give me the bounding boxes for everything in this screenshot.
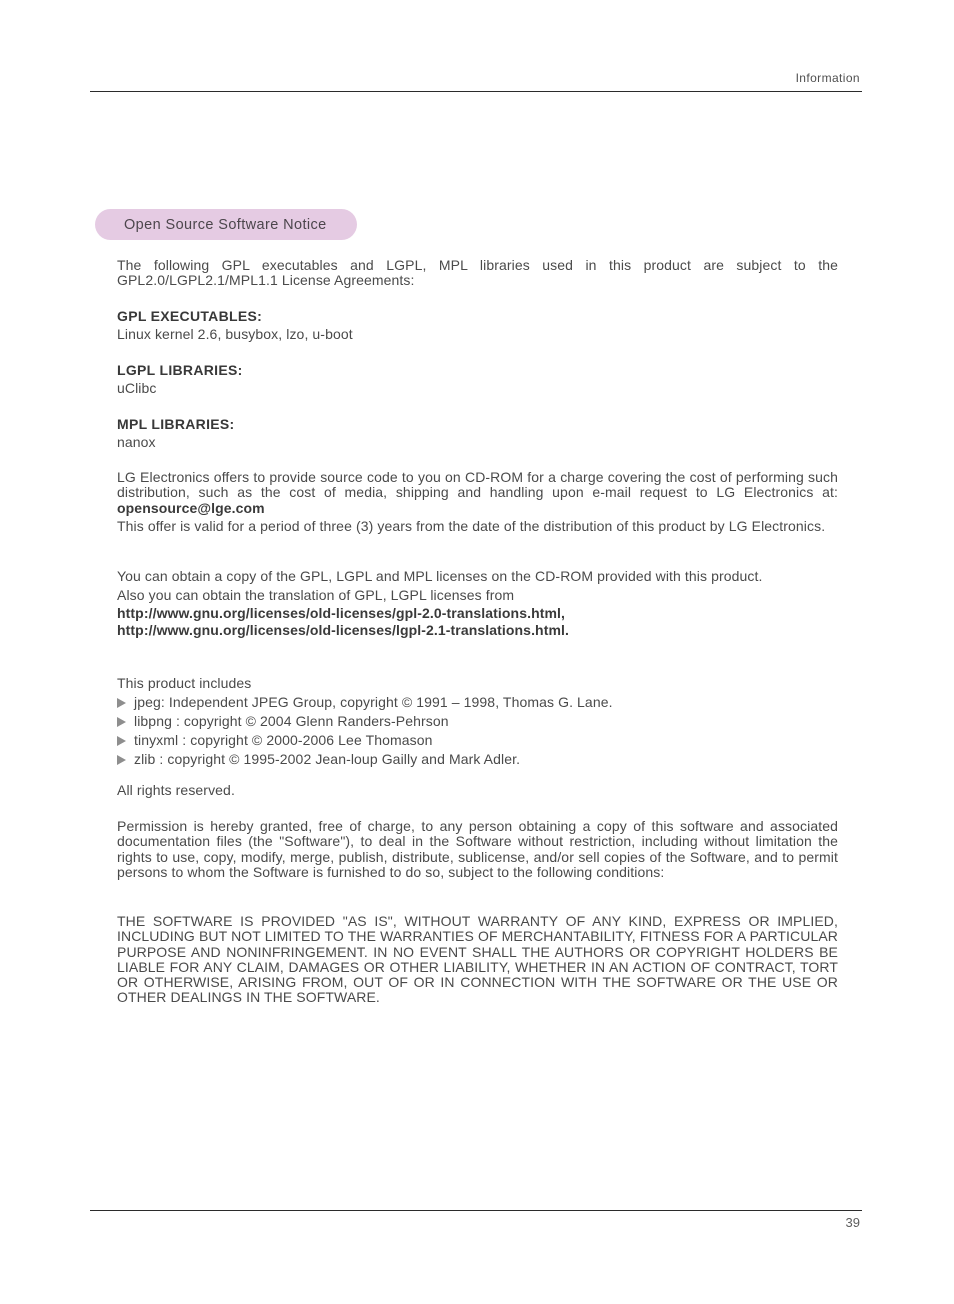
license-copy-paragraph: You can obtain a copy of the GPL, LGPL and MPL licenses on the CD-ROM provided with this product. [117,568,763,584]
rights-line: All rights reserved. [117,782,235,798]
header-rule [90,91,862,92]
permission-paragraph: Permission is hereby granted, free of charge, to any person obtaining a copy of this software and associated documentation files (the "Software"), to deal in the Software without restriction, including without limitation the rights to use, copy, modify, merge, publish, distribute, sublicense, and/or sell copies of the Software, and to permit persons to whom the Software is furnished to do so, subject to the following conditions: [117,818,838,880]
section-lgpl-libraries [117,361,838,397]
section-title-badge [95,209,357,240]
warranty-paragraph: THE SOFTWARE IS PROVIDED "AS IS", WITHOUT WARRANTY OF ANY KIND, EXPRESS OR IMPLIED, INCLUDING BUT NOT LIMITED TO THE WARRANTIES OF MERCHANTABILITY, FITNESS FOR A PARTICULAR PURPOSE AND NONINFRINGEMENT. IN NO EVENT SHALL THE AUTHORS OR COPYRIGHT HOLDERS BE LIABLE FOR ANY CLAIM, DAMAGES OR OTHER LIABILITY, WHETHER IN AN ACTION OF CONTRACT, TORT OR OTHERWISE, ARISING FROM, OUT OF OR IN CONNECTION WITH THE SOFTWARE OR THE USE OR OTHER DEALINGS IN THE SOFTWARE. [117,913,838,1006]
list-item-text: tinyxml : copyright © 2000-2006 Lee Thomason [134,732,433,748]
section-title: Open Source Software Notice [124,216,327,233]
bullet-arrow-icon [117,717,126,727]
section-heading: GPL EXECUTABLES: [117,308,263,324]
section-mpl-libraries [117,415,838,451]
lgpl-translations-url: http://www.gnu.org/licenses/old-licenses/lgpl-2.1-translations.html. [117,622,570,639]
source-offer-paragraph [117,470,838,516]
bullet-arrow-icon [117,736,126,746]
section-gpl-executables [117,307,838,343]
list-item [117,750,838,769]
gpl-translations-url: http://www.gnu.org/licenses/old-licenses/gpl-2.0-translations.html, [117,604,566,621]
list-item-text: zlib : copyright © 1995-2002 Jean-loup Gailly and Mark Adler. [134,751,521,767]
opensource-email: opensource@lge.com [117,499,265,516]
list-item [117,693,838,712]
product-includes-block [117,674,838,769]
footer-rule [90,1210,862,1211]
running-header-label: Information [795,71,860,85]
list-item [117,731,838,750]
section-body: nanox [117,434,156,450]
product-includes-title: This product includes [117,675,252,691]
bullet-arrow-icon [117,698,126,708]
list-item-text: jpeg: Independent JPEG Group, copyright © 1991 – 1998, Thomas G. Lane. [134,694,613,710]
section-heading: MPL LIBRARIES: [117,416,235,432]
source-offer-text: LG Electronics offers to provide source code to you on CD-ROM for a charge covering the cost of performing such distribution, such as the cost of media, shipping and handling upon e-mail request to LG Electronics at: [117,469,838,501]
section-body: Linux kernel 2.6, busybox, lzo, u-boot [117,326,353,342]
list-item-text: libpng : copyright © 2004 Glenn Randers-Pehrson [134,713,449,729]
license-translation-text: Also you can obtain the translation of GPL, LGPL licenses from [117,587,515,604]
bullet-arrow-icon [117,755,126,765]
page-number: 39 [845,1215,860,1230]
source-offer-block [117,470,838,534]
section-body: uClibc [117,380,157,396]
offer-validity-paragraph: This offer is valid for a period of three (3) years from the date of the distribution of this product by LG Electronics. [117,517,826,534]
list-item [117,712,838,731]
section-heading: LGPL LIBRARIES: [117,362,243,378]
license-copies-block [117,569,838,640]
intro-paragraph: The following GPL executables and LGPL, MPL libraries used in this product are subject to the GPL2.0/LGPL2.1/MPL1.1 License Agreements: [117,257,838,289]
